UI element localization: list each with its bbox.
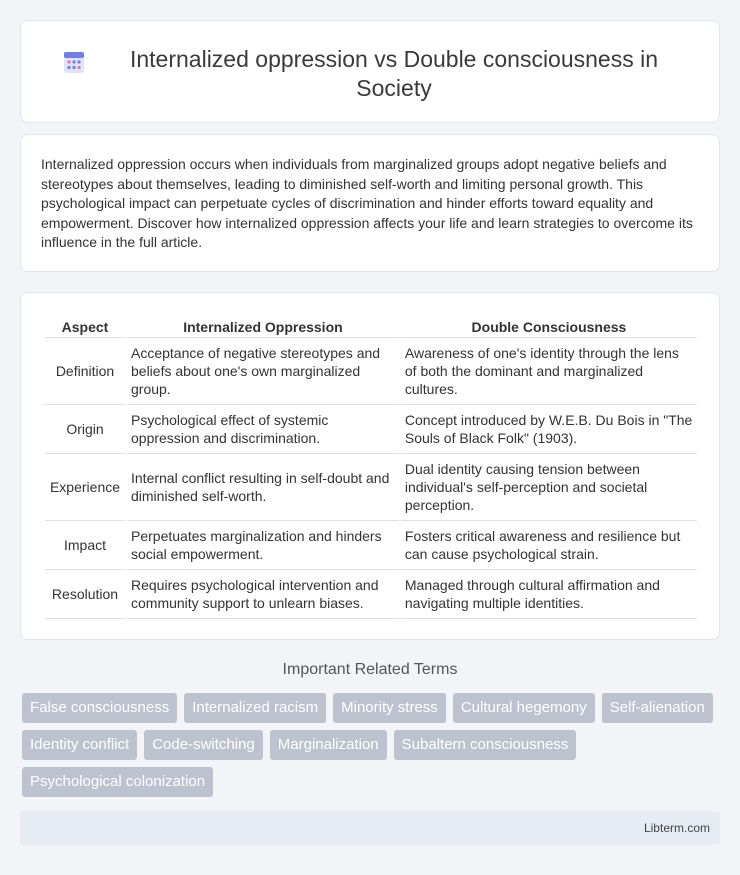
comparison-table	[43, 315, 699, 619]
tag-psychological-colonization[interactable]: Psychological colonization	[22, 767, 213, 797]
row-aspect: Resolution	[45, 570, 125, 619]
row-double: Awareness of one's identity through the lens of both the dominant and marginalized cultures.	[401, 338, 697, 405]
table-row	[45, 521, 697, 570]
header-double-consciousness: Double Consciousness	[401, 315, 697, 338]
intro-card	[20, 134, 720, 272]
row-internalized: Internal conflict resulting in self-doubt and diminished self-worth.	[127, 454, 399, 521]
row-internalized: Requires psychological intervention and community support to unlearn biases.	[127, 570, 399, 619]
table-row	[45, 570, 697, 619]
row-aspect: Definition	[45, 338, 125, 405]
tag-internalized-racism[interactable]: Internalized racism	[184, 693, 326, 723]
row-double: Managed through cultural affirmation and navigating multiple identities.	[401, 570, 697, 619]
header-internalized-oppression: Internalized Oppression	[127, 315, 399, 338]
footer	[20, 811, 720, 845]
row-double: Concept introduced by W.E.B. Du Bois in "The Souls of Black Folk" (1903).	[401, 405, 697, 454]
tag-marginalization[interactable]: Marginalization	[270, 730, 387, 760]
row-double: Dual identity causing tension between individual's self-perception and societal perception.	[401, 454, 697, 521]
footer-brand-link[interactable]: Libterm.com	[643, 821, 710, 835]
comparison-card	[20, 292, 720, 640]
row-double: Fosters critical awareness and resilience but can cause psychological strain.	[401, 521, 697, 570]
tag-false-consciousness[interactable]: False consciousness	[22, 693, 177, 723]
table-header-row	[45, 315, 697, 338]
header-card	[20, 20, 720, 123]
tag-subaltern-consciousness[interactable]: Subaltern consciousness	[394, 730, 577, 760]
document-icon	[61, 49, 87, 75]
row-aspect: Impact	[45, 521, 125, 570]
tag-identity-conflict[interactable]: Identity conflict	[22, 730, 137, 760]
row-aspect: Experience	[45, 454, 125, 521]
row-internalized: Perpetuates marginalization and hinders social empowerment.	[127, 521, 399, 570]
row-aspect: Origin	[45, 405, 125, 454]
tag-code-switching[interactable]: Code-switching	[144, 730, 263, 760]
row-internalized: Psychological effect of systemic oppression and discrimination.	[127, 405, 399, 454]
header-aspect: Aspect	[45, 315, 125, 338]
tag-cultural-hegemony[interactable]: Cultural hegemony	[453, 693, 595, 723]
page-title: Internalized oppression vs Double consciousness in Society	[129, 46, 659, 101]
table-row	[45, 338, 697, 405]
tag-minority-stress[interactable]: Minority stress	[333, 693, 446, 723]
row-internalized: Acceptance of negative stereotypes and beliefs about one's own marginalized group.	[127, 338, 399, 405]
related-terms-title: Important Related Terms	[282, 661, 458, 678]
related-terms-tags	[22, 693, 722, 804]
tag-self-alienation[interactable]: Self-alienation	[602, 693, 713, 723]
table-row	[45, 454, 697, 521]
intro-text: Internalized oppression occurs when individuals from marginalized groups adopt negative beliefs and stereotypes about themselves, leading to diminished self-worth and limiting personal growth. This psychological impact can perpetuate cycles of discrimination and hinder efforts toward equality and empowerment. Discover how internalized oppression affects your life and learn strategies to overcome its influence in the full article.	[41, 156, 693, 250]
table-row	[45, 405, 697, 454]
